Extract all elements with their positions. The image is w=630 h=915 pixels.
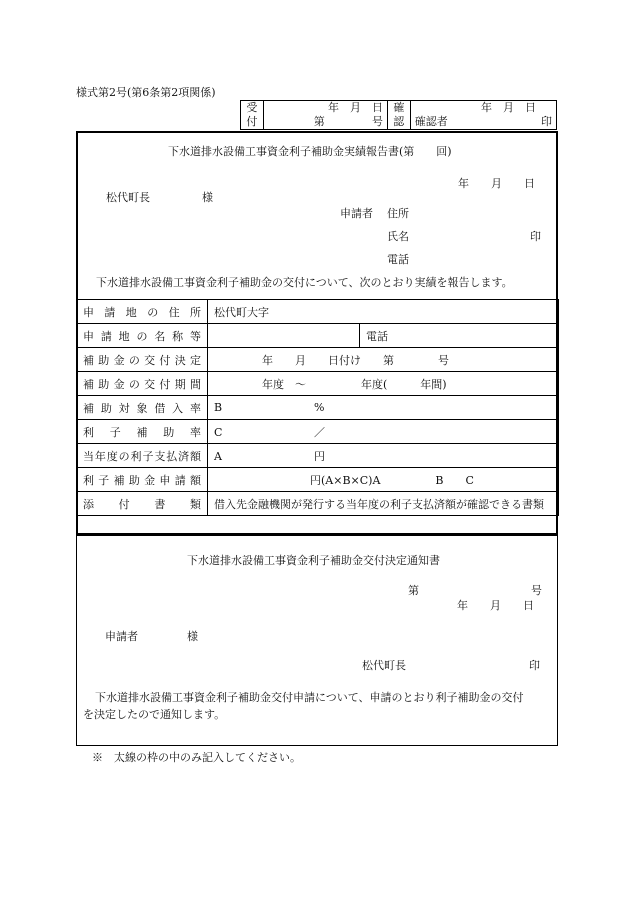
confirmer-label: 確認者 [414, 115, 448, 128]
row-label: 当年度の利子支払済額 [77, 444, 208, 468]
row-label: 申請地の住所 [77, 300, 208, 324]
notice-go: 号 [531, 584, 542, 597]
reception-table [240, 100, 557, 130]
report-box [76, 131, 558, 535]
notice-seal: 印 [529, 659, 540, 672]
row-value[interactable] [208, 492, 559, 516]
notice-sama: 様 [187, 630, 198, 643]
table-row [77, 420, 559, 444]
form-label: 様式第2号(第6条第2項関係) [76, 86, 216, 99]
reception-date-number-cell[interactable] [263, 101, 387, 130]
reception-uke: 受 [246, 101, 258, 114]
report-seal: 印 [530, 230, 541, 243]
table-row [77, 492, 559, 516]
notice-mayor: 松代町長 [362, 659, 406, 672]
row-prefix: C [214, 425, 223, 439]
row-value[interactable] [208, 348, 559, 372]
row-value[interactable] [208, 468, 559, 492]
row-unit: % [314, 401, 325, 414]
row-text: 松代町大字 [214, 305, 269, 319]
row-prefix: B [214, 401, 223, 414]
confirm-label-cell [387, 101, 410, 130]
row-value[interactable] [208, 420, 559, 444]
report-title: 下水道排水設備工事資金利子補助金実績報告書(第 回) [168, 145, 452, 158]
row-text: 年 月 日付け 第 号 [262, 353, 449, 367]
row-prefix: A [214, 449, 222, 463]
row-value[interactable] [208, 324, 360, 348]
row-label: 利子補助率 [77, 420, 208, 444]
notice-title: 下水道排水設備工事資金利子補助金交付決定通知書 [187, 554, 440, 567]
report-addressee: 松代町長 [106, 191, 150, 204]
name-label: 氏名 [387, 230, 409, 243]
row-label: 補助金の交付期間 [77, 372, 208, 396]
applicant-label: 申請者 [340, 207, 373, 220]
table-row [77, 396, 559, 420]
footnote: ※ 太線の枠の中のみ記入してください。 [92, 751, 301, 764]
confirm-nin: 認 [393, 115, 405, 128]
reception-go: 号 [371, 115, 383, 128]
row-text: 年度 ～ 年度( 年間) [262, 377, 447, 391]
row-unit: ／ [314, 425, 325, 439]
confirm-kaku: 確 [393, 101, 405, 114]
reception-tsuke: 付 [246, 115, 258, 128]
notice-applicant: 申請者 [105, 630, 138, 643]
table-row [77, 468, 559, 492]
report-table [76, 299, 559, 516]
row-value[interactable] [208, 444, 559, 468]
address-label: 住所 [387, 207, 409, 220]
row-value[interactable] [208, 396, 559, 420]
confirmer-seal: 印 [541, 115, 552, 128]
row-phone[interactable]: 電話 [360, 324, 559, 348]
phone-label: 電話 [387, 253, 409, 266]
row-text: 円(A×B×C)A B C [310, 473, 474, 487]
row-label: 補助金の交付決定 [77, 348, 208, 372]
row-label: 添付書類 [77, 492, 208, 516]
row-text: 借入先金融機関が発行する当年度の利子支払済額が確認できる書類 [214, 497, 544, 511]
row-unit: 円 [314, 449, 325, 463]
confirm-cell[interactable] [410, 101, 556, 130]
notice-body-line2: を決定したので通知します。 [83, 708, 226, 721]
table-row [77, 372, 559, 396]
row-label: 利子補助金申請額 [77, 468, 208, 492]
reception-uke-cell [241, 101, 264, 130]
row-label: 申請地の名称等 [77, 324, 208, 348]
notice-body-line1: 下水道排水設備工事資金利子補助金交付申請について、申請のとおり利子補助金の交付 [95, 691, 524, 704]
report-sama: 様 [202, 191, 213, 204]
notice-box [76, 535, 558, 746]
notice-dai: 第 [408, 584, 419, 597]
reception-dai: 第 [313, 115, 325, 128]
notice-date: 年 月 日 [457, 599, 534, 612]
table-row [77, 324, 559, 348]
table-row [77, 348, 559, 372]
report-body: 下水道排水設備工事資金利子補助金の交付について、次のとおり実績を報告します。 [96, 276, 513, 289]
table-row [77, 300, 559, 324]
confirm-date: 年 月 日 [481, 101, 536, 114]
row-value[interactable] [208, 372, 559, 396]
reception-date: 年 月 日 [327, 101, 383, 114]
row-value[interactable] [208, 300, 559, 324]
table-row [77, 444, 559, 468]
row-label: 補助対象借入率 [77, 396, 208, 420]
report-date[interactable]: 年 月 日 [458, 177, 535, 190]
